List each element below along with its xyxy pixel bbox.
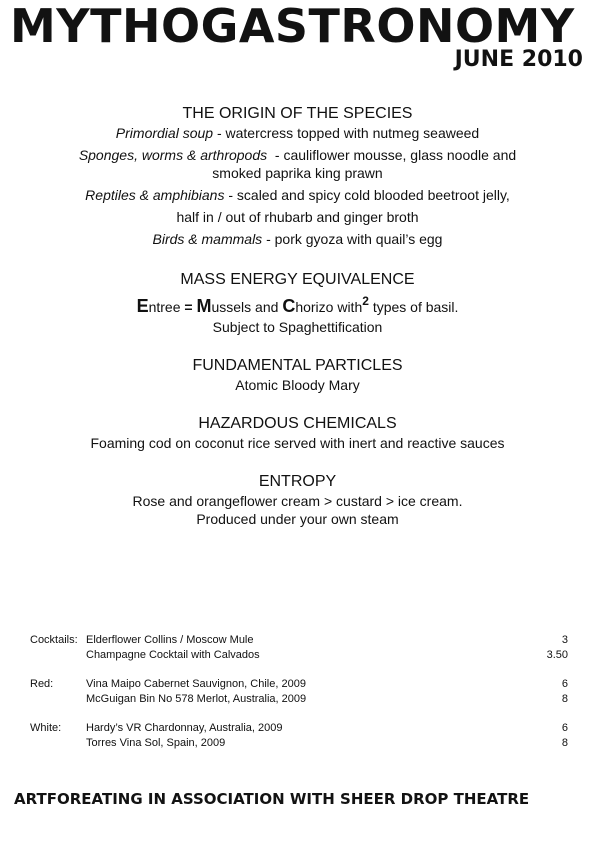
dish-line — [0, 228, 595, 250]
drinks-white — [30, 721, 568, 751]
dish-name: Sponges, worms & arthropods — [78, 147, 268, 163]
drink-name: Elderflower Collins / Moscow Mule — [86, 634, 254, 646]
dish-line: Atomic Bloody Mary — [235, 377, 360, 393]
drink-row — [30, 692, 568, 707]
equation-letter-m: M — [196, 296, 212, 316]
drink-price: 3.50 — [546, 649, 568, 661]
drink-name: Hardy’s VR Chardonnay, Australia, 2009 — [86, 722, 283, 734]
dish-description: - cauliflower mousse, glass noodle and — [267, 147, 517, 163]
dish-description: - scaled and spicy cold blooded beetroot jelly, — [224, 187, 510, 203]
drink-row — [30, 736, 568, 751]
dish-line — [0, 206, 595, 228]
course-title: THE ORIGIN OF THE SPECIES — [182, 105, 413, 122]
equation-text: horizo with — [295, 299, 363, 315]
course-title: MASS ENERGY EQUIVALENCE — [180, 271, 415, 288]
drink-name: McGuigan Bin No 578 Merlot, Australia, 2009 — [86, 693, 307, 705]
dish-description: - watercress topped with nutmeg seaweed — [213, 125, 480, 141]
dish-name: Primordial soup — [115, 125, 214, 141]
drink-category-spacer — [30, 648, 86, 663]
dish-line: Rose and orangeflower cream > custard > ice cream. — [132, 493, 463, 509]
drink-category-spacer — [30, 736, 86, 751]
dish-line: Foaming cod on coconut rice served with inert and reactive sauces — [90, 435, 505, 451]
course-title: FUNDAMENTAL PARTICLES — [192, 357, 403, 374]
equation-line — [0, 290, 595, 318]
equation-letter-e: E — [136, 296, 149, 316]
equation-text: types of basil. — [372, 299, 459, 315]
dish-line: Produced under your own steam — [196, 511, 399, 527]
dish-line — [0, 184, 595, 206]
drink-price: 8 — [561, 737, 568, 749]
equation-text: ntree — [148, 299, 185, 315]
menu-brand-title: MYTHOGASTRONOMY — [10, 0, 575, 53]
drink-row — [30, 648, 568, 663]
drinks-list — [30, 633, 568, 765]
course-particles — [0, 356, 595, 394]
drink-name: Vina Maipo Cabernet Sauvignon, Chile, 2009 — [86, 678, 306, 690]
dish-note: Subject to Spaghettification — [212, 319, 383, 335]
drink-row — [30, 721, 568, 736]
drink-price: 6 — [561, 722, 568, 734]
dish-line — [0, 146, 595, 164]
equation-letter-c: C — [282, 296, 296, 316]
course-title: HAZARDOUS CHEMICALS — [198, 415, 397, 432]
dish-description: smoked paprika king prawn — [212, 165, 383, 181]
menu-courses — [0, 104, 595, 548]
drink-category-spacer — [30, 692, 86, 707]
superscript-two: 2 — [362, 294, 369, 308]
drink-category-label: White: — [30, 722, 62, 734]
drink-price: 3 — [561, 634, 568, 646]
course-chemicals — [0, 414, 595, 452]
dish-description: - pork gyoza with quail’s egg — [262, 231, 443, 247]
drink-price: 8 — [561, 693, 568, 705]
equals-sign: = — [184, 299, 193, 315]
drinks-cocktails — [30, 633, 568, 663]
dish-line — [0, 164, 595, 182]
dish-name: Reptiles & amphibians — [85, 187, 225, 203]
drink-name: Champagne Cocktail with Calvados — [86, 649, 260, 661]
drink-category-label: Red: — [30, 678, 54, 690]
course-entropy — [0, 472, 595, 528]
drink-price: 6 — [561, 678, 568, 690]
footer-credit: ARTFOREATING IN ASSOCIATION WITH SHEER DROP THEATRE — [14, 790, 530, 808]
menu-edition-date: JUNE 2010 — [454, 47, 583, 72]
dish-description: half in / out of rhubarb and ginger broth — [176, 209, 419, 225]
drink-row — [30, 633, 568, 648]
drink-category-label: Cocktails: — [30, 634, 78, 646]
drink-name: Torres Vina Sol, Spain, 2009 — [86, 737, 226, 749]
dish-name: Birds & mammals — [152, 231, 263, 247]
course-origin — [0, 104, 595, 250]
equation-text: ussels and — [211, 299, 283, 315]
course-mass-energy — [0, 270, 595, 336]
course-title: ENTROPY — [258, 473, 337, 490]
drinks-red — [30, 677, 568, 707]
dish-line — [0, 124, 595, 142]
drink-row — [30, 677, 568, 692]
